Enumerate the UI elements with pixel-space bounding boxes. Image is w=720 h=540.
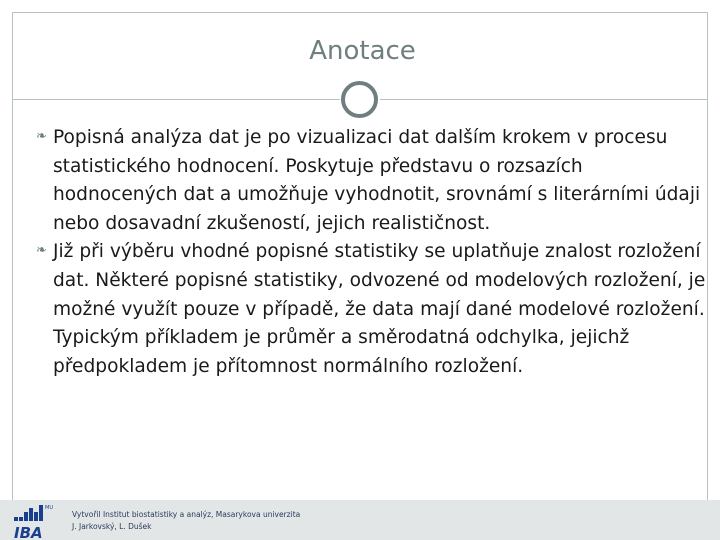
credit-line-2: J. Jarkovský, L. Dušek — [72, 522, 152, 531]
bullet-text: Již při výběru vhodné popisné statistiky se uplatňuje znalost rozložení dat. Některé popisné statistiky, odvozené od modelových rozložení, je možné využít pouze v případě, že data mají dané modelové rozložení. Typickým příkladem je průměr a směrodatná odchylka, jejichž předpokladem je přítomnost normálního rozložení. — [53, 241, 706, 377]
bullet-paragraph — [36, 238, 708, 381]
logo-small-text: MU — [45, 505, 53, 511]
leaf-bullet-icon: ❧ — [36, 129, 47, 144]
iba-logo — [14, 503, 54, 540]
divider-ring-icon — [341, 81, 378, 118]
title-divider-right — [380, 99, 708, 100]
credit-line-1: Vytvořil Institut biostatistiky a analýz, Masarykova univerzita — [72, 510, 301, 519]
logo-text: IBA — [14, 524, 43, 540]
leaf-bullet-icon: ❧ — [36, 243, 47, 259]
footer-credit — [72, 509, 300, 533]
title-divider-left — [12, 99, 340, 100]
bullet-paragraph — [36, 124, 708, 238]
bullet-text: Popisná analýza dat je po vizualizaci dat dalším krokem v procesu statistického hodnocení. Poskytuje představu o rozsazích hodnocených dat a umožňuje vyhodnotit, srovnámí s literárními údaji nebo dosavadní zkušeností, jejich realističnost. — [53, 127, 701, 234]
slide-title: Anotace — [309, 36, 416, 66]
slide-body — [36, 124, 708, 381]
